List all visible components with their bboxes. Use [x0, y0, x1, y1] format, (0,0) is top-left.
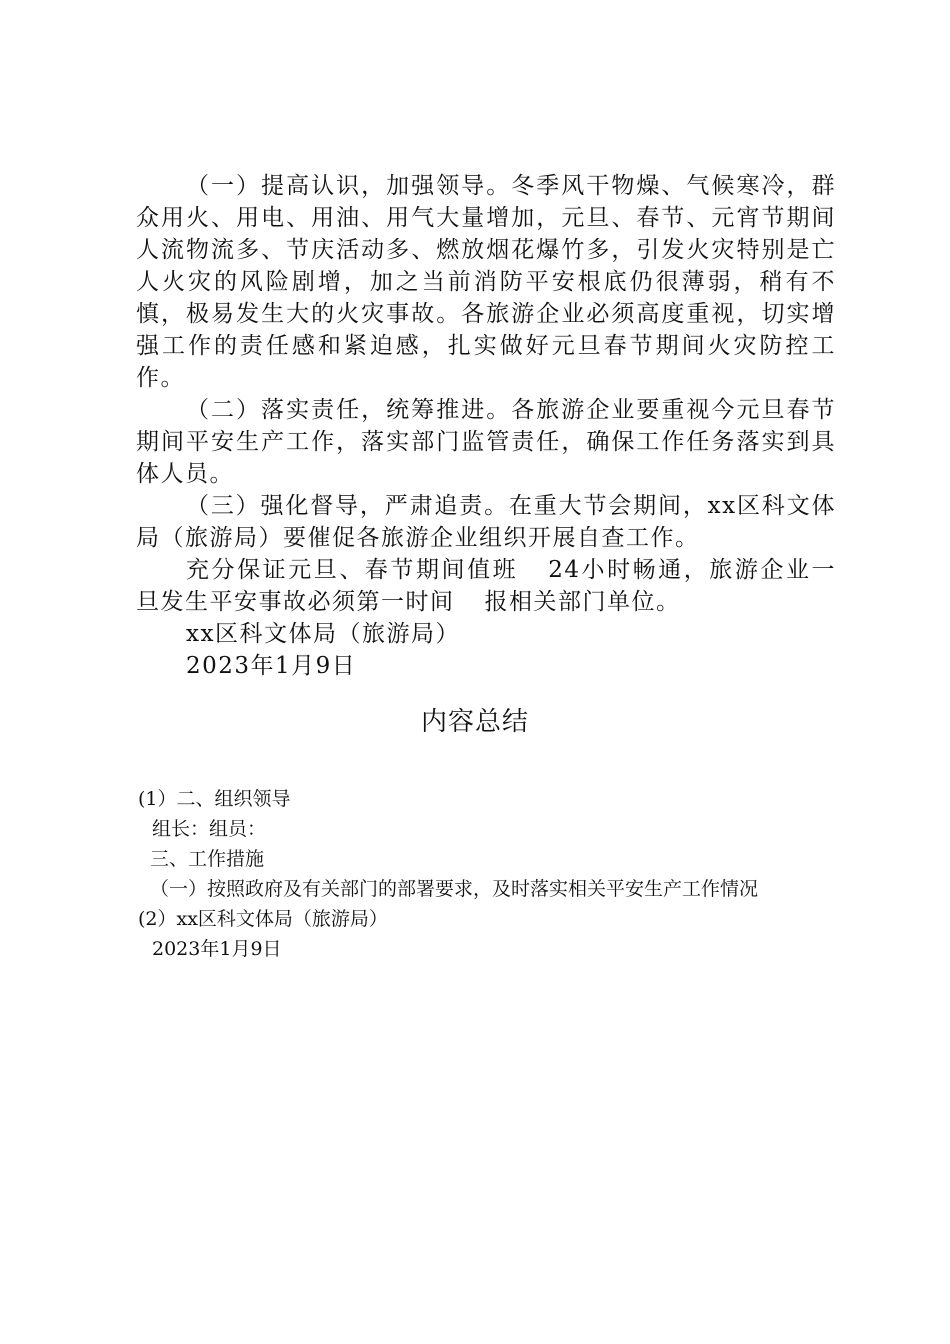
summary-line-5: (2）xx区科文体局（旅游局）	[138, 908, 388, 930]
summary-line-4: （一）按照政府及有关部门的部署要求，及时落实相关平安生产工作情况	[150, 878, 759, 900]
paragraph-4	[136, 554, 836, 618]
paragraph-1: （一）提高认识，加强领导。冬季风干物燥、气候寒冷，群众用火、用电、用油、用气大量增加，元旦、春节、元宵节期间人流物流多、节庆活动多、燃放烟花爆竹多，引发火灾特别是亡人火灾的风险剧增，加之当前消防平安根底仍很薄弱，稍有不慎，极易发生大的火灾事故。各旅游企业必须高度重视，切实增强工作的责任感和紧迫感，扎实做好元旦春节期间火灾防控工作。	[136, 173, 836, 391]
paragraph-4-part-3: 报相关部门单位。	[484, 589, 681, 615]
paragraph-2: （二）落实责任，统筹推进。各旅游企业要重视今元旦春节期间平安生产工作，落实部门监管责任，确保工作任务落实到具体人员。	[136, 397, 836, 487]
signature-line: xx区科文体局（旅游局）	[186, 621, 460, 647]
paragraph-4-part-1: 充分保证元旦、春节期间值班	[186, 557, 519, 583]
paragraph-4-part-2: 24小时畅通，旅游企业一旦发生平安事故必须第一时间	[136, 557, 836, 615]
summary-title: 内容总结	[420, 707, 529, 737]
summary-line-1: (1）二、组织领导	[138, 788, 291, 810]
summary-line-6: 2023年1月9日	[152, 938, 282, 960]
summary-line-2: 组长：组员：	[152, 818, 267, 840]
summary-line-3: 三、工作措施	[150, 848, 265, 870]
summary-section	[138, 784, 858, 964]
document-body	[136, 170, 836, 682]
date-line: 2023年1月9日	[186, 653, 357, 679]
paragraph-3: （三）强化督导，严肃追责。在重大节会期间，xx区科文体局（旅游局）要催促各旅游企业组织开展自查工作。	[136, 493, 836, 551]
